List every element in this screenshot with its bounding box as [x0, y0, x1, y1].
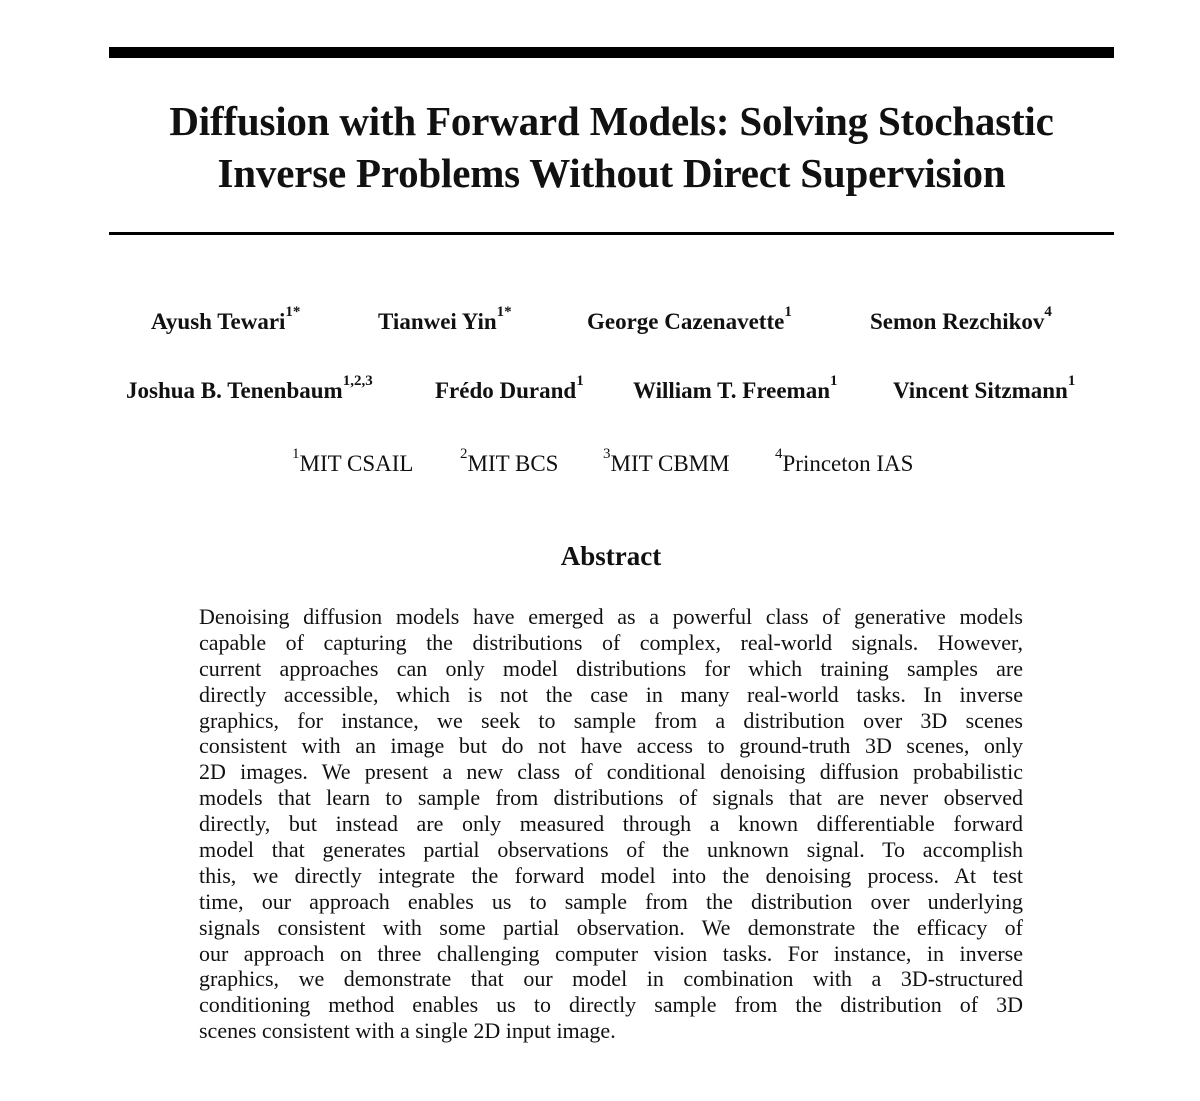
top-rule [109, 47, 1114, 58]
abstract-line: capable of capturing the distributions of complex, real-world signals. However, [199, 629, 1023, 655]
abstract-line: time, our approach enables us to sample from the distribution over underlying [199, 888, 1023, 914]
author-affiliation-mark: 1 [576, 373, 584, 390]
author-affiliation-mark: 1* [285, 304, 301, 321]
affiliation-mark: 2 [460, 446, 468, 463]
author [893, 373, 1075, 409]
author-row-2 [0, 373, 1200, 409]
author [870, 304, 1052, 340]
author-name: Semon Rezchikov [870, 309, 1045, 334]
author-name: Tianwei Yin [378, 309, 497, 334]
abstract-heading: Abstract [560, 541, 662, 571]
title-line-1: Diffusion with Forward Models: Solving Stochastic [169, 98, 1054, 144]
abstract-line: Denoising diffusion models have emerged as a powerful class of generative models [199, 604, 1023, 629]
abstract-line: conditioning method enables us to directly sample from the distribution of 3D [199, 992, 1023, 1018]
author-name: Vincent Sitzmann [893, 378, 1068, 403]
author-name: George Cazenavette [587, 309, 785, 334]
abstract-line: models that learn to sample from distributions of signals that are never observed [199, 785, 1023, 811]
affiliation-name: MIT CBMM [610, 451, 730, 476]
abstract-line: signals consistent with some partial observation. We demonstrate the efficacy of [199, 914, 1023, 940]
affiliations [0, 447, 1200, 481]
author-affiliation-mark: 1,2,3 [342, 373, 373, 390]
affiliation-mark: 3 [603, 446, 611, 463]
abstract-line: graphics, for instance, we seek to sample from a distribution over 3D scenes [199, 707, 1023, 733]
author-affiliation-mark: 4 [1044, 304, 1052, 321]
abstract-line: this, we directly integrate the forward model into the denoising process. At test [199, 862, 1023, 888]
abstract-line: our approach on three challenging computer vision tasks. For instance, in inverse [199, 940, 1023, 966]
abstract-line: consistent with an image but do not have access to ground-truth 3D scenes, only [199, 733, 1023, 759]
author [151, 304, 300, 340]
author-name: William T. Freeman [633, 378, 830, 403]
abstract-line: graphics, we demonstrate that our model in combination with a 3D-structured [199, 966, 1023, 992]
affiliation-name: MIT BCS [467, 451, 559, 476]
author [633, 373, 837, 409]
author-affiliation-mark: 1* [496, 304, 512, 321]
abstract-line: directly accessible, which is not the case in many real-world tasks. In inverse [199, 681, 1023, 707]
paper-title [109, 95, 1114, 199]
affiliation [603, 447, 730, 481]
abstract-body [199, 604, 1023, 1044]
abstract-line: directly, but instead are only measured through a known differentiable forward [199, 811, 1023, 837]
author [435, 373, 584, 409]
author-affiliation-mark: 1 [829, 373, 838, 390]
author-name: Ayush Tewari [151, 309, 286, 334]
affiliation-name: MIT CSAIL [299, 451, 414, 476]
author-name: Frédo Durand [435, 378, 577, 403]
author-affiliation-mark: 1 [784, 304, 792, 321]
affiliation-mark: 1 [292, 446, 300, 463]
affiliation [292, 447, 413, 481]
affiliation-mark: 4 [775, 446, 783, 463]
title-line-2: Inverse Problems Without Direct Supervision [217, 150, 1006, 196]
title-bottom-rule [109, 232, 1114, 235]
affiliation-name: Princeton IAS [782, 451, 914, 476]
abstract-line: current approaches can only model distributions for which training samples are [199, 655, 1023, 681]
abstract-line: scenes consistent with a single 2D input image. [199, 1018, 616, 1044]
author-affiliation-mark: 1 [1067, 373, 1076, 390]
affiliation [460, 447, 558, 481]
abstract-line: 2D images. We present a new class of conditional denoising diffusion probabilistic [199, 759, 1023, 785]
abstract-line: model that generates partial observations of the unknown signal. To accomplish [199, 837, 1023, 863]
author [587, 304, 792, 340]
affiliation [775, 447, 913, 481]
author [126, 373, 373, 409]
author-name: Joshua B. Tenenbaum [126, 378, 343, 403]
author [378, 304, 512, 340]
author-row-1 [0, 304, 1200, 340]
